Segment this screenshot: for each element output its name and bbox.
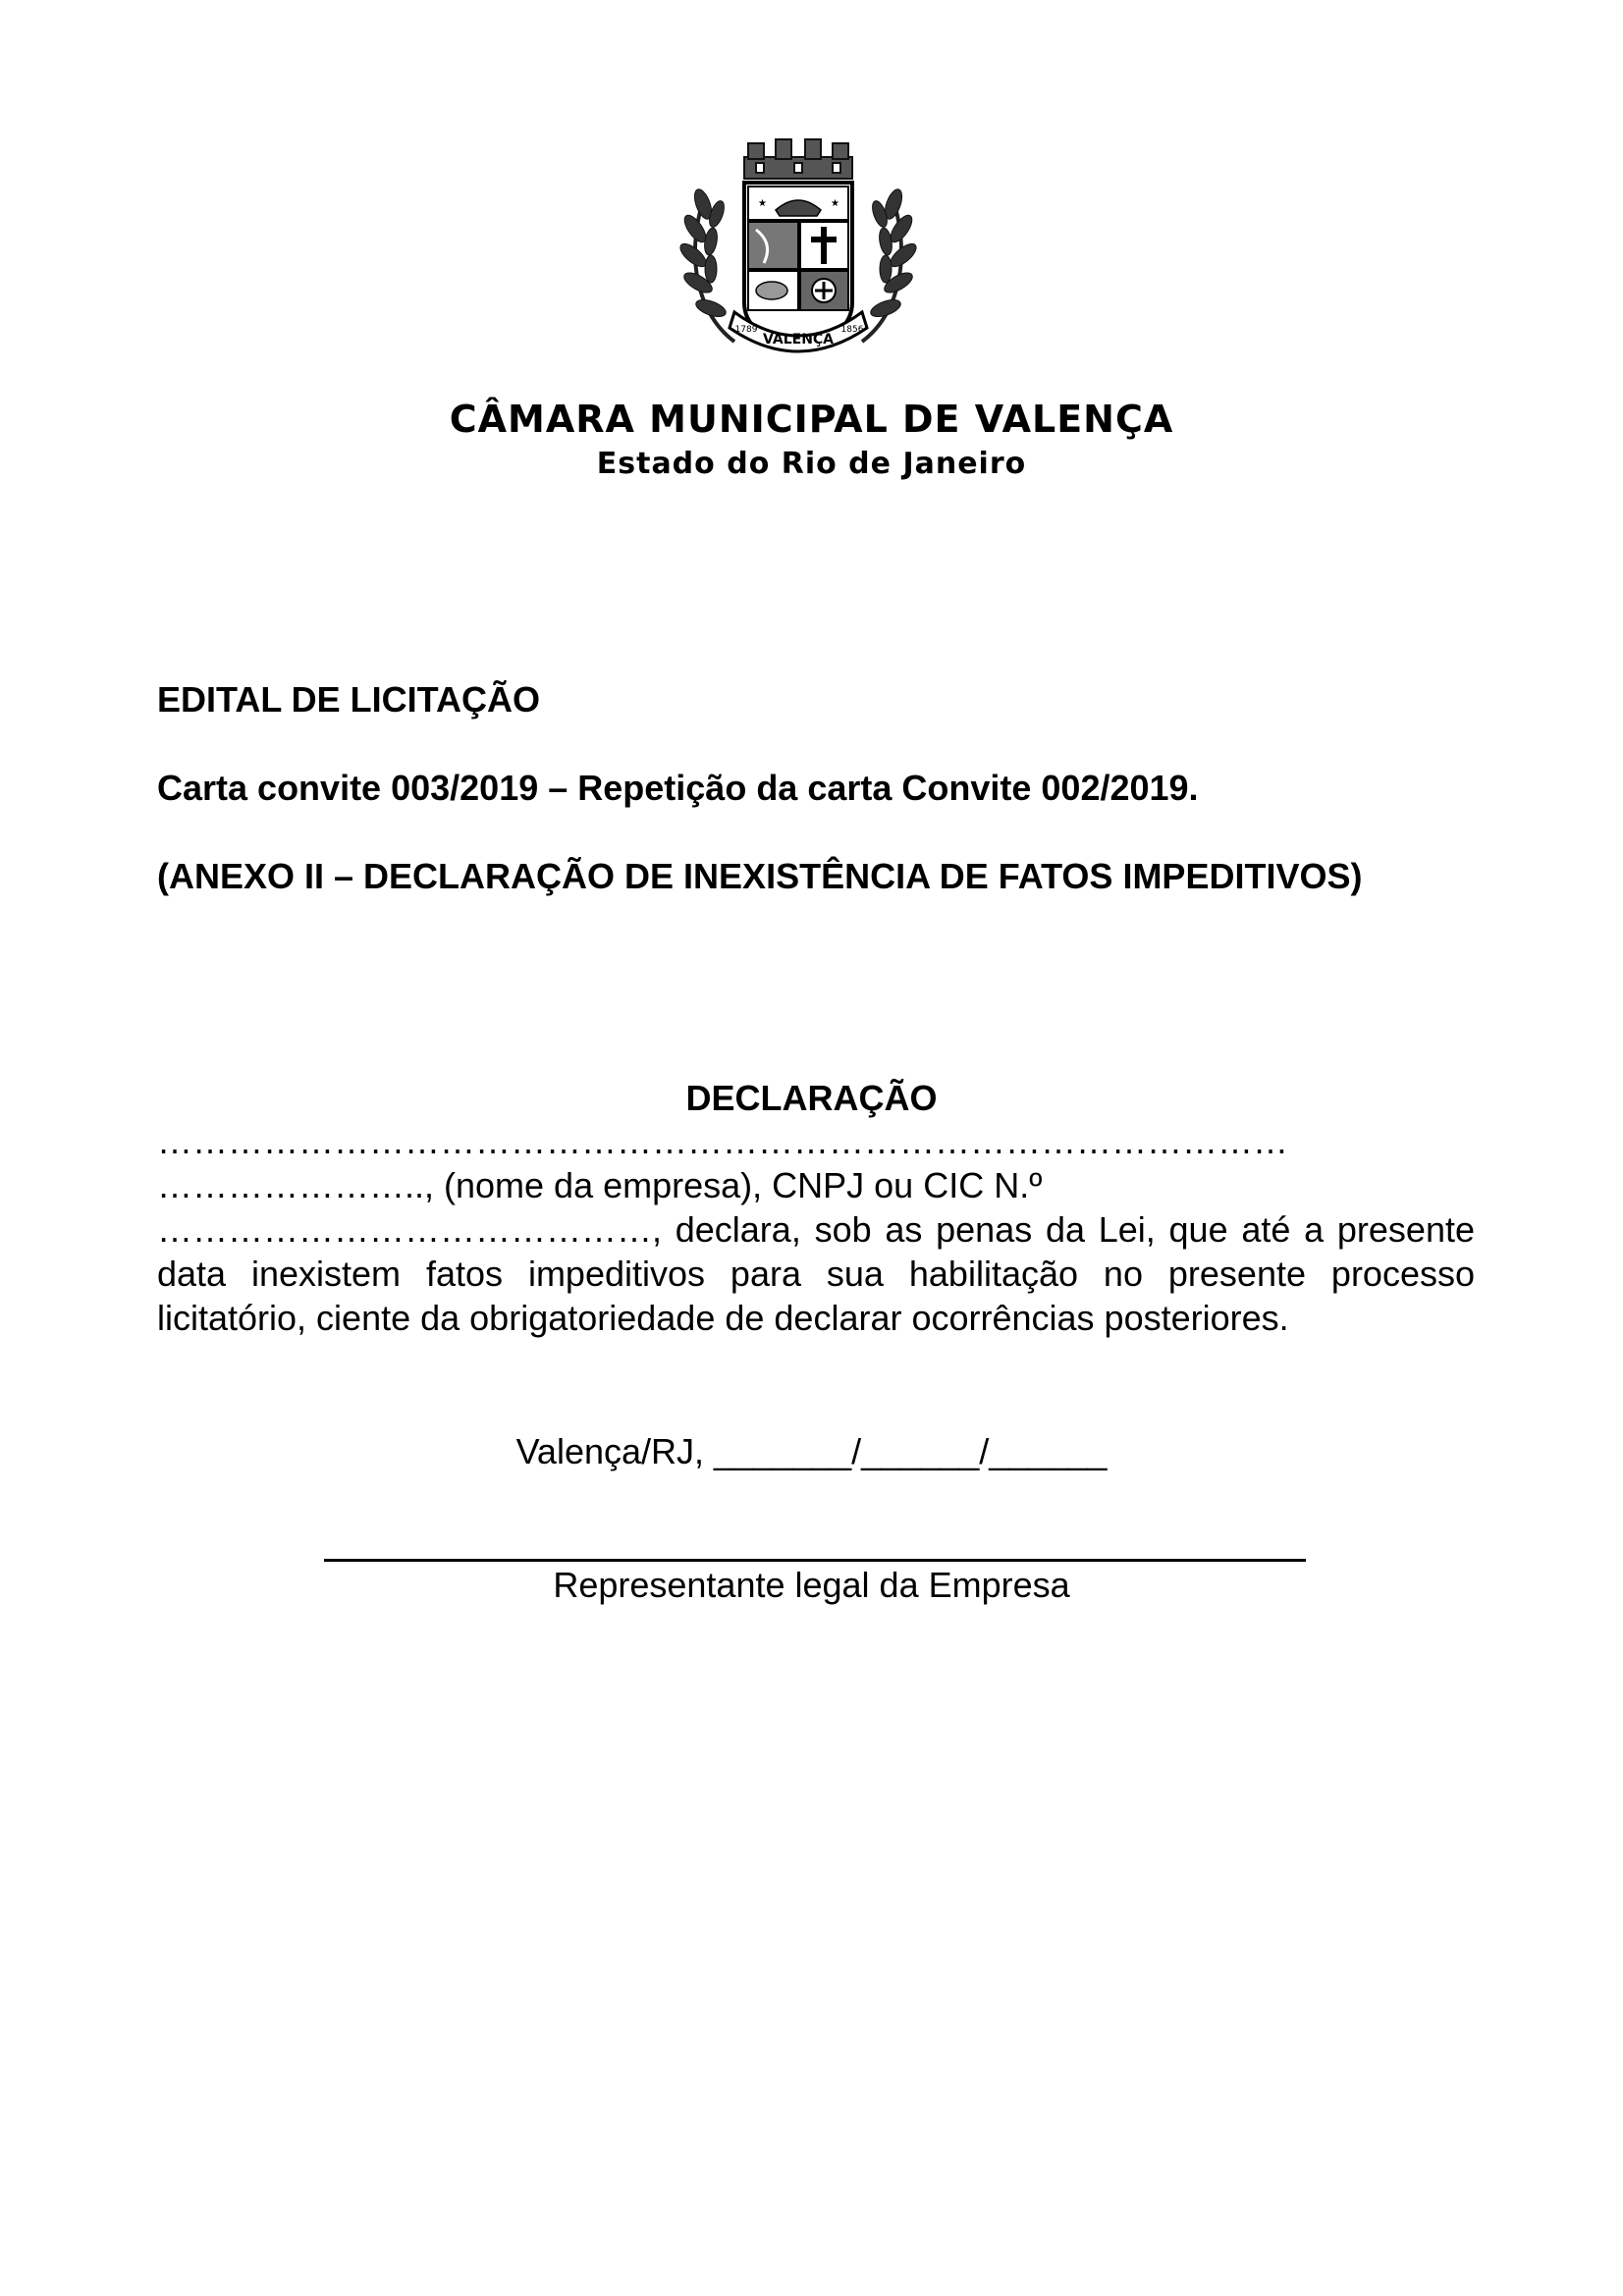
municipal-coat-of-arms-icon [666,135,931,371]
declaration-body: …………………………………………………………………………………… ………………….., (nome da empresa), CNPJ ou CIC N.º ……………………………………, declara, sob as penas da Lei, que até a presente data inexistem fatos impeditivos para sua habilitação no presente processo licitatório, ciente da obrigatoriedade de declarar ocorrências posteriores. [157,1121,1475,1338]
edital-heading: EDITAL DE LICITAÇÃO [157,679,540,720]
crest-year-right: 1856 [840,325,864,335]
org-name: CÂMARA MUNICIPAL DE VALENÇA [449,398,1174,441]
svg-text:★: ★ [758,198,767,209]
org-state: Estado do Rio de Janeiro [596,447,1027,481]
signature-line [324,1559,1306,1562]
date-line: Valença/RJ, _______/______/______ [515,1431,1108,1471]
crest-banner-text: VALENÇA [762,332,835,347]
crest-year-left: 1789 [734,325,758,335]
svg-text:★: ★ [831,198,839,209]
anexo-heading: (ANEXO II – DECLARAÇÃO DE INEXISTÊNCIA DE FATOS IMPEDITIVOS) [157,856,1363,896]
signature-label: Representante legal da Empresa [553,1565,1070,1605]
declaration-title: DECLARAÇÃO [685,1078,938,1118]
carta-convite-heading: Carta convite 003/2019 – Repetição da carta Convite 002/2019. [157,768,1199,808]
